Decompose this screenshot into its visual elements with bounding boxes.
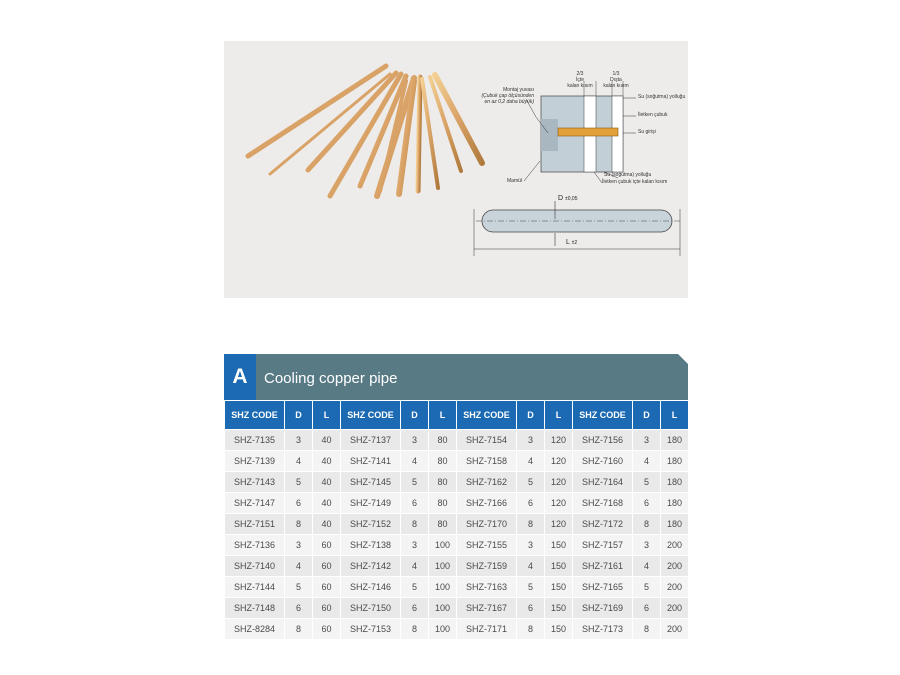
length-cell: 60 (313, 535, 341, 556)
code-cell: SHZ-7168 (573, 493, 633, 514)
length-cell: 40 (313, 514, 341, 535)
diameter-cell: 5 (285, 577, 313, 598)
diameter-cell: 3 (401, 535, 429, 556)
code-cell: SHZ-7150 (341, 598, 401, 619)
code-cell: SHZ-7148 (225, 598, 285, 619)
diameter-cell: 5 (517, 577, 545, 598)
diagram-label-core: Mamül (507, 178, 523, 184)
code-cell: SHZ-7157 (573, 535, 633, 556)
table-row (225, 619, 689, 640)
diagram-label-mount: Montaj yuvası (Çubuk çap ölçüsünden en az 0,2 daha büyük) (481, 87, 534, 105)
length-cell: 60 (313, 577, 341, 598)
header-cell: SHZ CODE (341, 401, 401, 430)
header-cell: SHZ CODE (225, 401, 285, 430)
table-row (225, 493, 689, 514)
diameter-cell: 8 (285, 619, 313, 640)
code-cell: SHZ-7155 (457, 535, 517, 556)
length-cell: 120 (545, 472, 573, 493)
table-row (225, 430, 689, 451)
header-cell: SHZ CODE (573, 401, 633, 430)
length-cell: 80 (429, 430, 457, 451)
length-cell: 80 (429, 451, 457, 472)
diameter-cell: 8 (401, 514, 429, 535)
diameter-cell: 6 (633, 493, 661, 514)
dimension-d-label: D ±0,05 (558, 195, 578, 202)
code-cell: SHZ-7173 (573, 619, 633, 640)
diameter-cell: 3 (517, 430, 545, 451)
length-cell: 120 (545, 451, 573, 472)
length-cell: 40 (313, 472, 341, 493)
code-cell: SHZ-7142 (341, 556, 401, 577)
code-cell: SHZ-7138 (341, 535, 401, 556)
diameter-cell: 4 (401, 451, 429, 472)
table-row (225, 535, 689, 556)
length-cell: 80 (429, 472, 457, 493)
length-cell: 150 (545, 619, 573, 640)
code-cell: SHZ-7169 (573, 598, 633, 619)
length-cell: 60 (313, 598, 341, 619)
code-cell: SHZ-7158 (457, 451, 517, 472)
code-cell: SHZ-7146 (341, 577, 401, 598)
table-header-row (225, 401, 689, 430)
diameter-cell: 5 (401, 577, 429, 598)
diameter-cell: 5 (285, 472, 313, 493)
mold-cross-section-diagram (524, 81, 636, 183)
diameter-cell: 3 (633, 430, 661, 451)
code-cell: SHZ-8284 (225, 619, 285, 640)
length-cell: 80 (429, 493, 457, 514)
diameter-cell: 4 (285, 556, 313, 577)
code-cell: SHZ-7145 (341, 472, 401, 493)
length-cell: 200 (661, 535, 689, 556)
length-cell: 100 (429, 577, 457, 598)
diameter-cell: 3 (285, 535, 313, 556)
diameter-cell: 6 (633, 598, 661, 619)
code-cell: SHZ-7164 (573, 472, 633, 493)
header-cell: L (545, 401, 573, 430)
code-cell: SHZ-7167 (457, 598, 517, 619)
header-cell: L (429, 401, 457, 430)
diameter-cell: 4 (517, 451, 545, 472)
header-cell: D (633, 401, 661, 430)
length-cell: 150 (545, 577, 573, 598)
table-row (225, 577, 689, 598)
code-cell: SHZ-7140 (225, 556, 285, 577)
rod-dimension-drawing (474, 201, 680, 256)
length-cell: 40 (313, 493, 341, 514)
diameter-cell: 6 (285, 598, 313, 619)
diameter-cell: 4 (517, 556, 545, 577)
table-body (225, 430, 689, 640)
diameter-cell: 3 (285, 430, 313, 451)
diameter-cell: 6 (285, 493, 313, 514)
length-cell: 60 (313, 619, 341, 640)
diameter-cell: 5 (517, 472, 545, 493)
length-cell: 200 (661, 577, 689, 598)
code-cell: SHZ-7156 (573, 430, 633, 451)
header-cell: L (661, 401, 689, 430)
header-cell: L (313, 401, 341, 430)
header-cell: D (401, 401, 429, 430)
spec-table (224, 400, 689, 640)
code-cell: SHZ-7163 (457, 577, 517, 598)
code-cell: SHZ-7172 (573, 514, 633, 535)
diameter-cell: 5 (633, 577, 661, 598)
copper-pipes-photo (248, 66, 482, 196)
code-cell: SHZ-7139 (225, 451, 285, 472)
header-cell: SHZ CODE (457, 401, 517, 430)
diameter-cell: 8 (285, 514, 313, 535)
code-cell: SHZ-7154 (457, 430, 517, 451)
code-cell: SHZ-7151 (225, 514, 285, 535)
length-cell: 180 (661, 514, 689, 535)
length-cell: 180 (661, 451, 689, 472)
diameter-cell: 4 (401, 556, 429, 577)
diameter-cell: 6 (401, 493, 429, 514)
code-cell: SHZ-7152 (341, 514, 401, 535)
product-image-panel (224, 41, 688, 298)
length-cell: 150 (545, 556, 573, 577)
length-cell: 120 (545, 514, 573, 535)
code-cell: SHZ-7135 (225, 430, 285, 451)
code-cell: SHZ-7160 (573, 451, 633, 472)
code-cell: SHZ-7161 (573, 556, 633, 577)
length-cell: 200 (661, 598, 689, 619)
code-cell: SHZ-7144 (225, 577, 285, 598)
diagram-label-water-inlet: Su girişi (638, 129, 656, 135)
length-cell: 80 (429, 514, 457, 535)
length-cell: 100 (429, 598, 457, 619)
diameter-cell: 8 (633, 619, 661, 640)
code-cell: SHZ-7147 (225, 493, 285, 514)
diameter-cell: 4 (633, 556, 661, 577)
code-cell: SHZ-7165 (573, 577, 633, 598)
diagram-label-water-channel-bottom: Su (soğutma) yolluğu (604, 172, 652, 178)
code-cell: SHZ-7149 (341, 493, 401, 514)
diameter-cell: 4 (633, 451, 661, 472)
table-row (225, 556, 689, 577)
header-cell: D (285, 401, 313, 430)
length-cell: 150 (545, 535, 573, 556)
code-cell: SHZ-7153 (341, 619, 401, 640)
length-cell: 40 (313, 451, 341, 472)
length-cell: 200 (661, 619, 689, 640)
table-row (225, 598, 689, 619)
length-cell: 180 (661, 430, 689, 451)
diameter-cell: 8 (517, 514, 545, 535)
code-cell: SHZ-7141 (341, 451, 401, 472)
section-title: Cooling copper pipe (264, 370, 398, 387)
table-row (225, 451, 689, 472)
code-cell: SHZ-7136 (225, 535, 285, 556)
code-cell: SHZ-7170 (457, 514, 517, 535)
length-cell: 180 (661, 493, 689, 514)
diameter-cell: 6 (517, 493, 545, 514)
diameter-cell: 8 (401, 619, 429, 640)
diameter-cell: 3 (517, 535, 545, 556)
table-row (225, 514, 689, 535)
code-cell: SHZ-7171 (457, 619, 517, 640)
diameter-cell: 3 (633, 535, 661, 556)
length-cell: 180 (661, 472, 689, 493)
table-row (225, 472, 689, 493)
diameter-cell: 5 (633, 472, 661, 493)
diameter-cell: 4 (285, 451, 313, 472)
diameter-cell: 3 (401, 430, 429, 451)
length-cell: 100 (429, 556, 457, 577)
length-cell: 40 (313, 430, 341, 451)
diagram-label-conductor-rod: İletken çubuk (638, 112, 668, 118)
length-cell: 100 (429, 619, 457, 640)
code-cell: SHZ-7159 (457, 556, 517, 577)
length-cell: 60 (313, 556, 341, 577)
diameter-cell: 8 (517, 619, 545, 640)
section-header (224, 354, 688, 400)
header-cell: D (517, 401, 545, 430)
code-cell: SHZ-7137 (341, 430, 401, 451)
diagram-label-inner-part: İletken çubuk içte kalan kısım (602, 179, 668, 185)
diagram-label-two-thirds: 2/3 İçte kalan kısım (567, 71, 593, 89)
length-cell: 120 (545, 493, 573, 514)
diagram-label-water-channel-top: Su (soğutma) yolluğu (638, 94, 686, 100)
code-cell: SHZ-7143 (225, 472, 285, 493)
length-cell: 120 (545, 430, 573, 451)
diameter-cell: 6 (401, 598, 429, 619)
length-cell: 150 (545, 598, 573, 619)
diameter-cell: 8 (633, 514, 661, 535)
length-cell: 100 (429, 535, 457, 556)
dimension-l-label: L ±2 (566, 239, 578, 246)
diameter-cell: 6 (517, 598, 545, 619)
diagram-label-one-third: 1/3 Dışta kalan kısım (603, 71, 629, 89)
diameter-cell: 5 (401, 472, 429, 493)
code-cell: SHZ-7166 (457, 493, 517, 514)
code-cell: SHZ-7162 (457, 472, 517, 493)
section-letter: A (232, 365, 248, 388)
length-cell: 200 (661, 556, 689, 577)
